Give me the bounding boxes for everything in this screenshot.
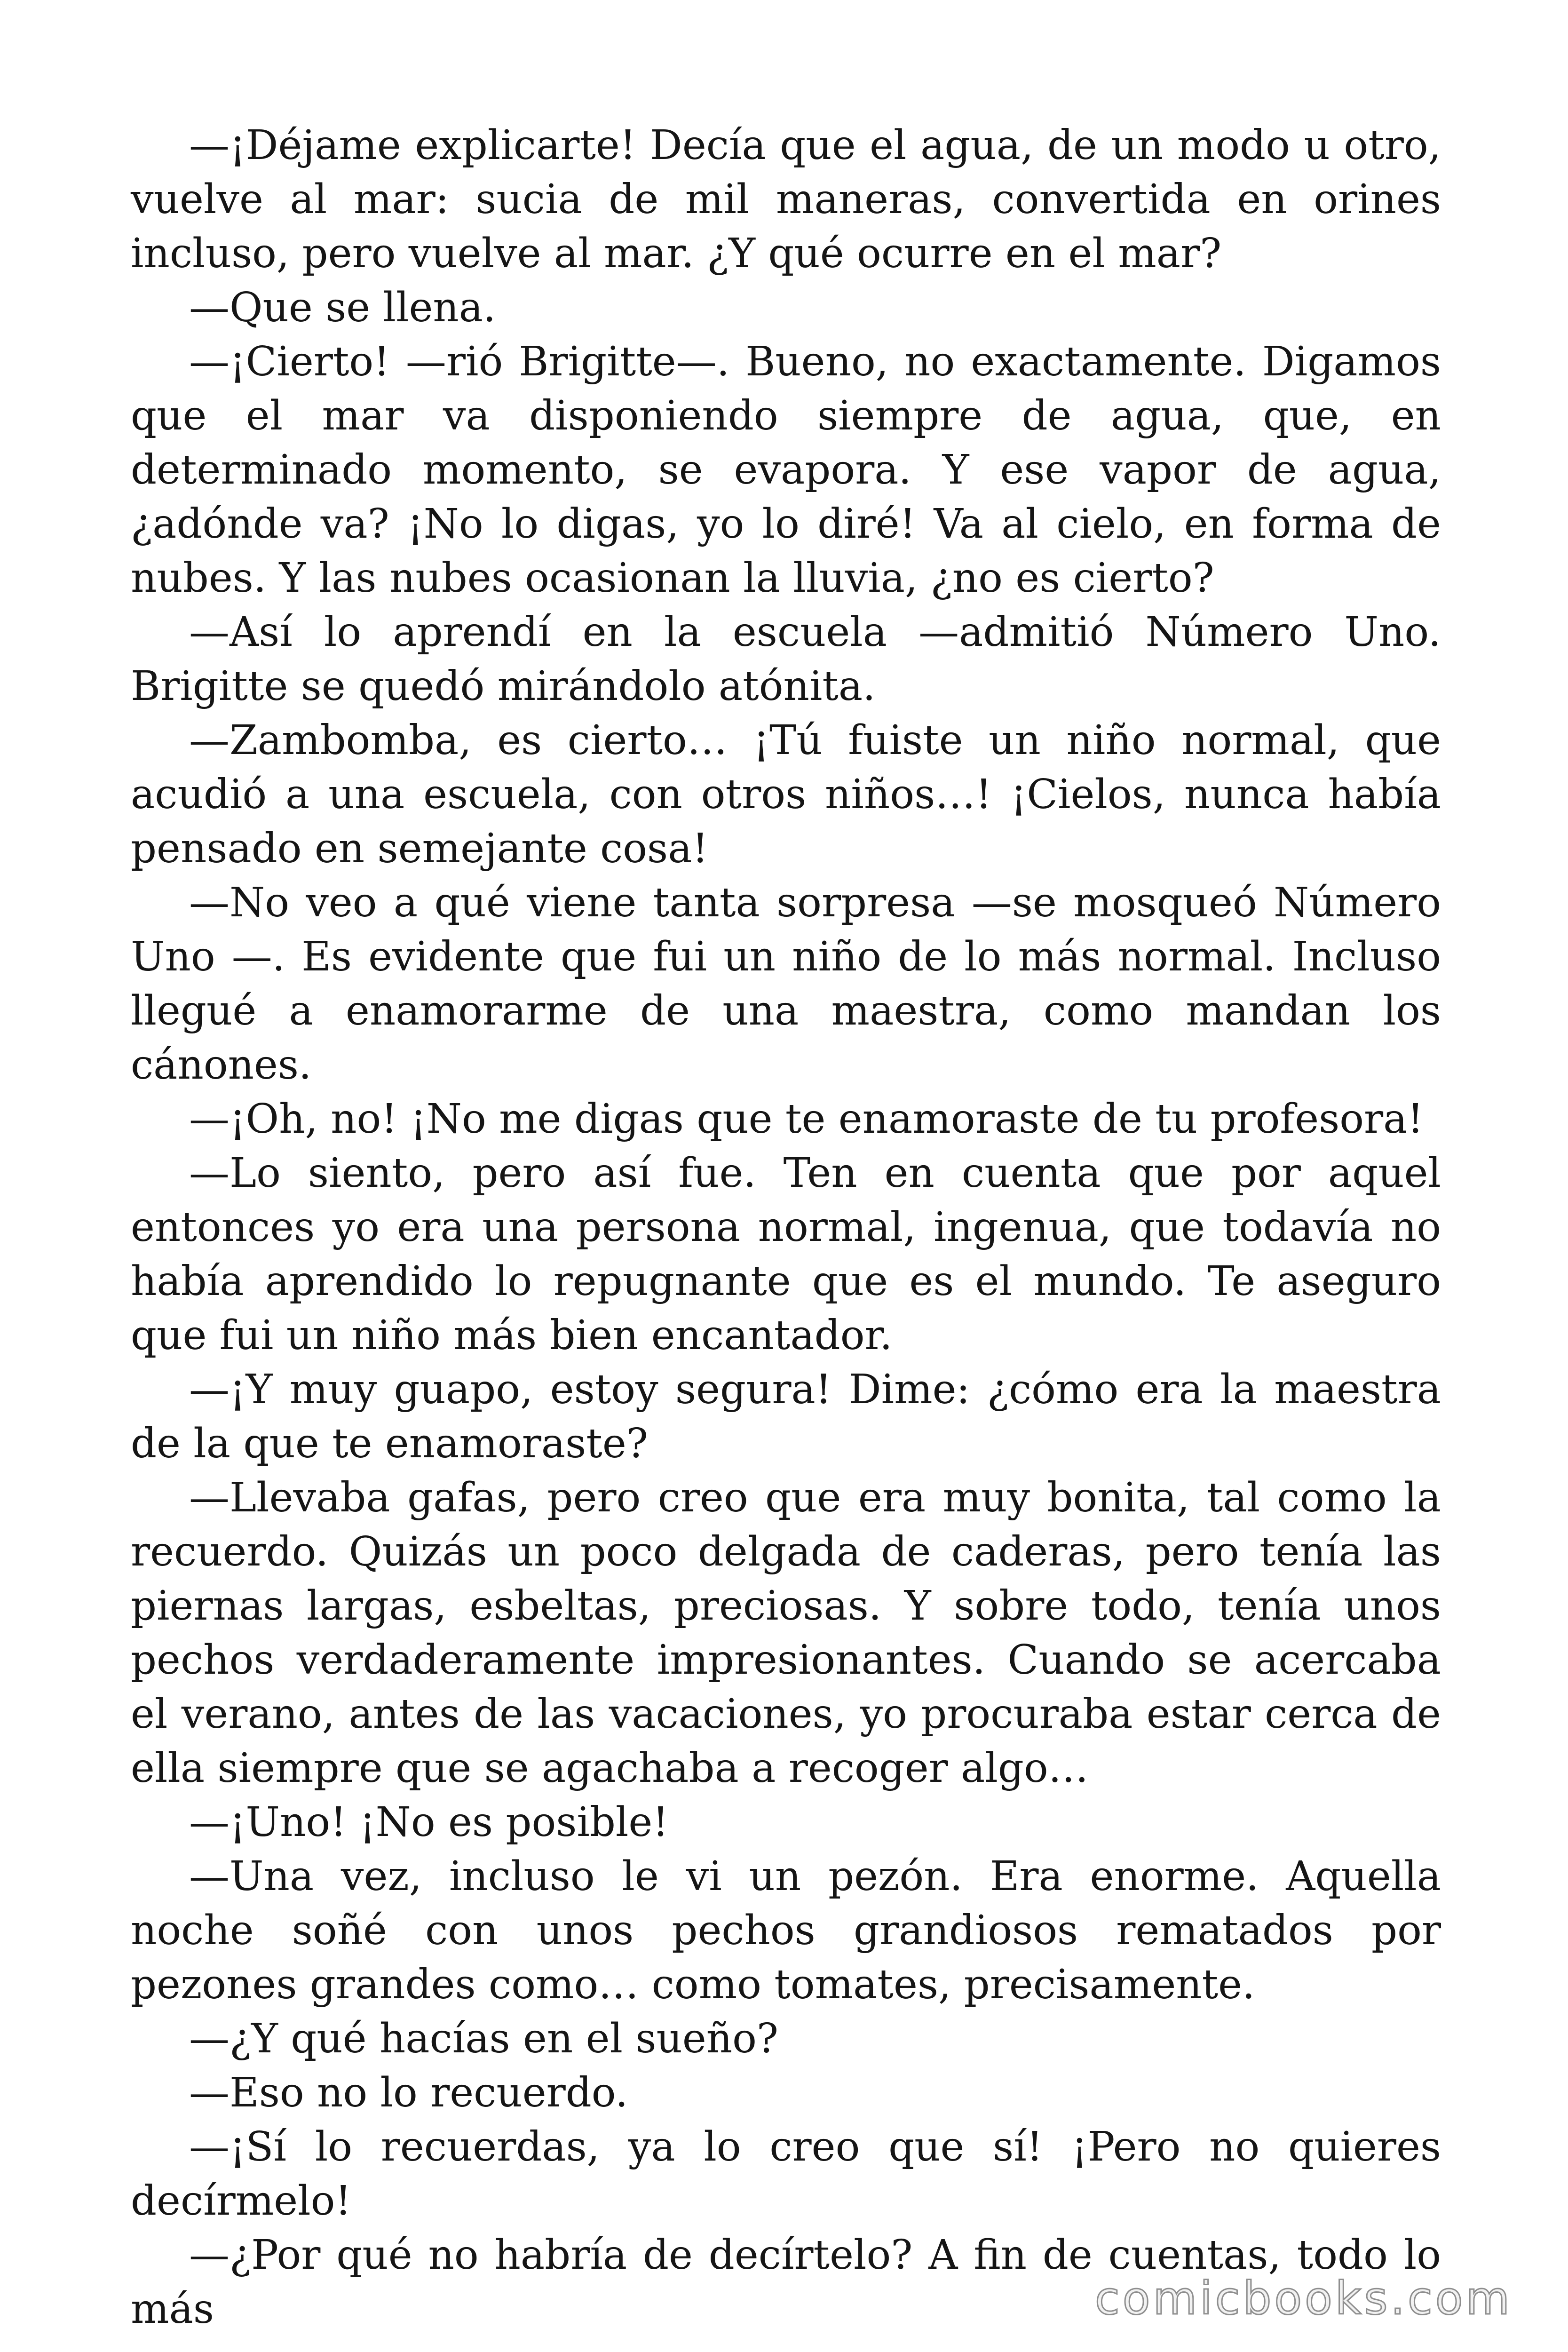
- paragraph-7: —¡Oh, no! ¡No me digas que te enamoraste de tu profesora!: [189, 1096, 1424, 1143]
- paragraph-15: —¡Sí lo recuerdas, ya lo creo que sí! ¡Pero no quieres decírmelo!: [131, 2123, 1441, 2225]
- paragraph-11: —¡Uno! ¡No es posible!: [189, 1799, 669, 1846]
- paragraph-4: —Así lo aprendí en la escuela —admitió Número Uno. Brigitte se quedó mirándolo atónita.: [131, 609, 1441, 710]
- paragraph-9: —¡Y muy guapo, estoy segura! Dime: ¿cómo era la maestra de la que te enamoraste?: [131, 1366, 1441, 1467]
- watermark: comicbooks.com: [1094, 2272, 1513, 2325]
- paragraph-16: —¿Por qué no habría de decírtelo? A fin de cuentas, todo lo más: [131, 2232, 1441, 2333]
- paragraph-14: —Eso no lo recuerdo.: [189, 2069, 628, 2116]
- paragraph-10: —Llevaba gafas, pero creo que era muy bonita, tal como la recuerdo. Quizás un poco delgada de caderas, pero tenía las piernas largas, esbeltas, preciosas. Y sobre todo, tenía unos pechos verdaderamente impresionantes. Cuando se acercaba el verano, antes de las vacaciones, yo procuraba estar cerca de ella siempre que se agachaba a recoger algo…: [131, 1474, 1441, 1792]
- paragraph-5: —Zambomba, es cierto… ¡Tú fuiste un niño normal, que acudió a una escuela, con otros niños…! ¡Cielos, nunca había pensado en semejante cosa!: [131, 717, 1441, 872]
- paragraph-3: —¡Cierto! —rió Brigitte—. Bueno, no exactamente. Digamos que el mar va disponiendo siempre de agua, que, en determinado momento, se evapora. Y ese vapor de agua, ¿adónde va? ¡No lo digas, yo lo diré! Va al cielo, en forma de nubes. Y las nubes ocasionan la lluvia, ¿no es cierto?: [131, 338, 1441, 602]
- paragraph-2: —Que se llena.: [189, 284, 496, 331]
- paragraph-6: —No veo a qué viene tanta sorpresa —se mosqueó Número Uno —. Es evidente que fui un niño de lo más normal. Incluso llegué a enamorarme de una maestra, como mandan los cánones.: [131, 879, 1441, 1089]
- paragraph-8: —Lo siento, pero así fue. Ten en cuenta que por aquel entonces yo era una persona normal, ingenua, que todavía no había aprendido lo repugnante que es el mundo. Te aseguro que fui un niño más bien encantador.: [131, 1150, 1441, 1359]
- paragraph-12: —Una vez, incluso le vi un pezón. Era enorme. Aquella noche soñé con unos pechos grandiosos rematados por pezones grandes como… como tomates, precisamente.: [131, 1853, 1441, 2008]
- paragraph-1: —¡Déjame explicarte! Decía que el agua, de un modo u otro, vuelve al mar: sucia de mil maneras, convertida en orines incluso, pero vuelve al mar. ¿Y qué ocurre en el mar?: [131, 122, 1441, 277]
- paragraph-13: —¿Y qué hacías en el sueño?: [189, 2015, 779, 2062]
- body-text: [131, 119, 1441, 2336]
